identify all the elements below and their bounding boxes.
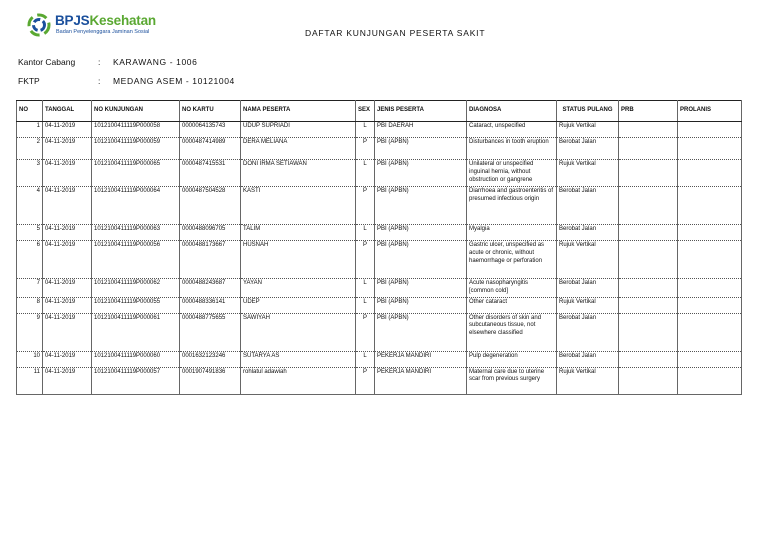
cell-tanggal: 04-11-2019 — [43, 297, 92, 313]
cell-status: Rujuk Vertikal — [557, 241, 619, 279]
cell-sex: L — [356, 351, 375, 367]
table-row — [17, 297, 742, 313]
cell-kunjungan: 1012100411119P000063 — [92, 225, 180, 241]
cell-jenis: PBI (APBN) — [375, 187, 467, 225]
cell-prb — [619, 351, 678, 367]
table-row — [17, 279, 742, 298]
cell-prolanis — [678, 160, 742, 187]
cell-status: Rujuk Vertikal — [557, 367, 619, 394]
cell-jenis: PBI (APBN) — [375, 297, 467, 313]
table-row — [17, 351, 742, 367]
cell-no: 2 — [17, 138, 43, 160]
cell-nama: UDEP — [241, 297, 356, 313]
cell-sex: L — [356, 225, 375, 241]
cell-status: Berobat Jalan — [557, 279, 619, 298]
cell-sex: P — [356, 241, 375, 279]
cell-nama: UDUP SUPRIADI — [241, 122, 356, 138]
cell-kartu: 0000488336141 — [180, 297, 241, 313]
visit-table — [16, 100, 742, 395]
cell-diagnosa: Unilateral or unspecified inguinal hernia, without obstruction or gangrene — [467, 160, 557, 187]
cell-sex: L — [356, 122, 375, 138]
cell-sex: P — [356, 187, 375, 225]
cell-nama: DERA MELIANA — [241, 138, 356, 160]
table-row — [17, 241, 742, 279]
cell-kunjungan: 1012100411119P000062 — [92, 279, 180, 298]
cell-diagnosa: Maternal care due to uterine scar from previous surgery — [467, 367, 557, 394]
col-header: SEX — [356, 101, 375, 122]
cell-prb — [619, 160, 678, 187]
cell-no: 1 — [17, 122, 43, 138]
cell-kartu: 0000488173667 — [180, 241, 241, 279]
cell-prb — [619, 297, 678, 313]
cell-prolanis — [678, 367, 742, 394]
col-header: STATUS PULANG — [557, 101, 619, 122]
kantor-cabang-value: KARAWANG - 1006 — [113, 57, 198, 67]
cell-status: Rujuk Vertikal — [557, 160, 619, 187]
cell-nama: HUSNAH — [241, 241, 356, 279]
cell-kartu: 0000064135743 — [180, 122, 241, 138]
cell-diagnosa: Other cataract — [467, 297, 557, 313]
cell-tanggal: 04-11-2019 — [43, 138, 92, 160]
cell-nama: KASTI — [241, 187, 356, 225]
cell-prb — [619, 241, 678, 279]
cell-nama: SAWIYAH — [241, 313, 356, 351]
cell-status: Rujuk Vertikal — [557, 122, 619, 138]
table-row — [17, 122, 742, 138]
fktp-value: MEDANG ASEM - 10121004 — [113, 76, 235, 86]
cell-prolanis — [678, 297, 742, 313]
cell-no: 5 — [17, 225, 43, 241]
cell-no: 8 — [17, 297, 43, 313]
cell-status: Berobat Jalan — [557, 313, 619, 351]
cell-nama: TALIM — [241, 225, 356, 241]
cell-prolanis — [678, 313, 742, 351]
table-row — [17, 160, 742, 187]
cell-jenis: PBI (APBN) — [375, 313, 467, 351]
cell-prolanis — [678, 279, 742, 298]
table-row — [17, 367, 742, 394]
table-header-row — [17, 101, 742, 122]
cell-tanggal: 04-11-2019 — [43, 241, 92, 279]
cell-sex: L — [356, 297, 375, 313]
cell-kartu: 0000487414989 — [180, 138, 241, 160]
cell-no: 11 — [17, 367, 43, 394]
col-header: PRB — [619, 101, 678, 122]
cell-tanggal: 04-11-2019 — [43, 160, 92, 187]
cell-status: Berobat Jalan — [557, 225, 619, 241]
cell-diagnosa: Myalgia — [467, 225, 557, 241]
col-header: PROLANIS — [678, 101, 742, 122]
cell-nama: DONI IRMA SETIAWAN — [241, 160, 356, 187]
cell-no: 4 — [17, 187, 43, 225]
cell-nama: YAYAN — [241, 279, 356, 298]
cell-jenis: PBI (APBN) — [375, 279, 467, 298]
col-header: NO — [17, 101, 43, 122]
cell-kunjungan: 1012100411119P000058 — [92, 122, 180, 138]
cell-sex: P — [356, 367, 375, 394]
cell-prb — [619, 122, 678, 138]
fktp-label: FKTP — [18, 76, 40, 86]
cell-tanggal: 04-11-2019 — [43, 279, 92, 298]
table-row — [17, 313, 742, 351]
cell-no: 7 — [17, 279, 43, 298]
col-header: TANGGAL — [43, 101, 92, 122]
cell-no: 6 — [17, 241, 43, 279]
kantor-cabang-label: Kantor Cabang — [18, 57, 76, 67]
cell-status: Berobat Jalan — [557, 138, 619, 160]
cell-tanggal: 04-11-2019 — [43, 122, 92, 138]
cell-tanggal: 04-11-2019 — [43, 225, 92, 241]
cell-jenis: PEKERJA MANDIRI — [375, 351, 467, 367]
table-row — [17, 187, 742, 225]
cell-kunjungan: 1012100411119P000056 — [92, 241, 180, 279]
bpjs-logo-icon — [27, 13, 51, 37]
kantor-cabang-row — [18, 57, 197, 67]
cell-diagnosa: Pulp degeneration — [467, 351, 557, 367]
cell-prolanis — [678, 241, 742, 279]
cell-sex: P — [356, 138, 375, 160]
separator: : — [98, 57, 101, 67]
cell-jenis: PBI (APBN) — [375, 138, 467, 160]
cell-kartu: 0000487504528 — [180, 187, 241, 225]
cell-status: Berobat Jalan — [557, 351, 619, 367]
cell-no: 10 — [17, 351, 43, 367]
cell-diagnosa: Diarrhoea and gastroenteritis of presumed infectious origin — [467, 187, 557, 225]
cell-tanggal: 04-11-2019 — [43, 367, 92, 394]
separator: : — [98, 76, 101, 86]
cell-diagnosa: Gastric ulcer, unspecified as acute or chronic, without haemorrhage or perforation — [467, 241, 557, 279]
cell-diagnosa: Cataract, unspecified — [467, 122, 557, 138]
bpjs-logo — [27, 13, 197, 39]
cell-prb — [619, 225, 678, 241]
col-header: NO KARTU — [180, 101, 241, 122]
cell-prb — [619, 313, 678, 351]
cell-nama: rohlatul adawiah — [241, 367, 356, 394]
cell-prb — [619, 187, 678, 225]
cell-jenis: PBI (APBN) — [375, 225, 467, 241]
cell-kunjungan: 1012100411119P000061 — [92, 313, 180, 351]
cell-tanggal: 04-11-2019 — [43, 351, 92, 367]
cell-prolanis — [678, 187, 742, 225]
col-header: JENIS PESERTA — [375, 101, 467, 122]
col-header: NO KUNJUNGAN — [92, 101, 180, 122]
cell-prolanis — [678, 351, 742, 367]
cell-nama: SUTARYA AS — [241, 351, 356, 367]
cell-kunjungan: 1012100411119P000064 — [92, 187, 180, 225]
cell-no: 9 — [17, 313, 43, 351]
cell-kunjungan: 1012100411119P000065 — [92, 160, 180, 187]
cell-jenis: PBI (APBN) — [375, 160, 467, 187]
cell-jenis: PEKERJA MANDIRI — [375, 367, 467, 394]
cell-kartu: 0001632123246 — [180, 351, 241, 367]
cell-sex: L — [356, 279, 375, 298]
cell-status: Berobat Jalan — [557, 187, 619, 225]
cell-prb — [619, 367, 678, 394]
logo-tagline: Badan Penyelenggara Jaminan Sosial — [56, 29, 150, 35]
cell-kartu: 0001907491836 — [180, 367, 241, 394]
cell-diagnosa: Acute nasopharyngitis [common cold] — [467, 279, 557, 298]
col-header: DIAGNOSA — [467, 101, 557, 122]
cell-prolanis — [678, 122, 742, 138]
cell-kartu: 0000487415531 — [180, 160, 241, 187]
cell-kartu: 0000488096705 — [180, 225, 241, 241]
cell-tanggal: 04-11-2019 — [43, 187, 92, 225]
cell-status: Rujuk Vertikal — [557, 297, 619, 313]
logo-brand: BPJSKesehatan — [55, 13, 156, 28]
fktp-row — [18, 76, 235, 86]
cell-diagnosa: Other disorders of skin and subcutaneous tissue, not elsewhere classified — [467, 313, 557, 351]
cell-jenis: PBI (APBN) — [375, 241, 467, 279]
cell-sex: P — [356, 313, 375, 351]
cell-jenis: PBI DAERAH — [375, 122, 467, 138]
cell-sex: L — [356, 160, 375, 187]
document-title: DAFTAR KUNJUNGAN PESERTA SAKIT — [305, 28, 486, 38]
cell-kunjungan: 1012100411119P000059 — [92, 138, 180, 160]
table-row — [17, 138, 742, 160]
col-header: NAMA PESERTA — [241, 101, 356, 122]
cell-prolanis — [678, 138, 742, 160]
cell-kunjungan: 1012100411119P000055 — [92, 297, 180, 313]
cell-tanggal: 04-11-2019 — [43, 313, 92, 351]
cell-diagnosa: Disturbances in tooth eruption — [467, 138, 557, 160]
cell-kunjungan: 1012100411119P000057 — [92, 367, 180, 394]
cell-kartu: 0000488243687 — [180, 279, 241, 298]
cell-prb — [619, 279, 678, 298]
cell-kartu: 0000488775655 — [180, 313, 241, 351]
table-row — [17, 225, 742, 241]
cell-no: 3 — [17, 160, 43, 187]
cell-prb — [619, 138, 678, 160]
cell-prolanis — [678, 225, 742, 241]
cell-kunjungan: 1012100411119P000060 — [92, 351, 180, 367]
